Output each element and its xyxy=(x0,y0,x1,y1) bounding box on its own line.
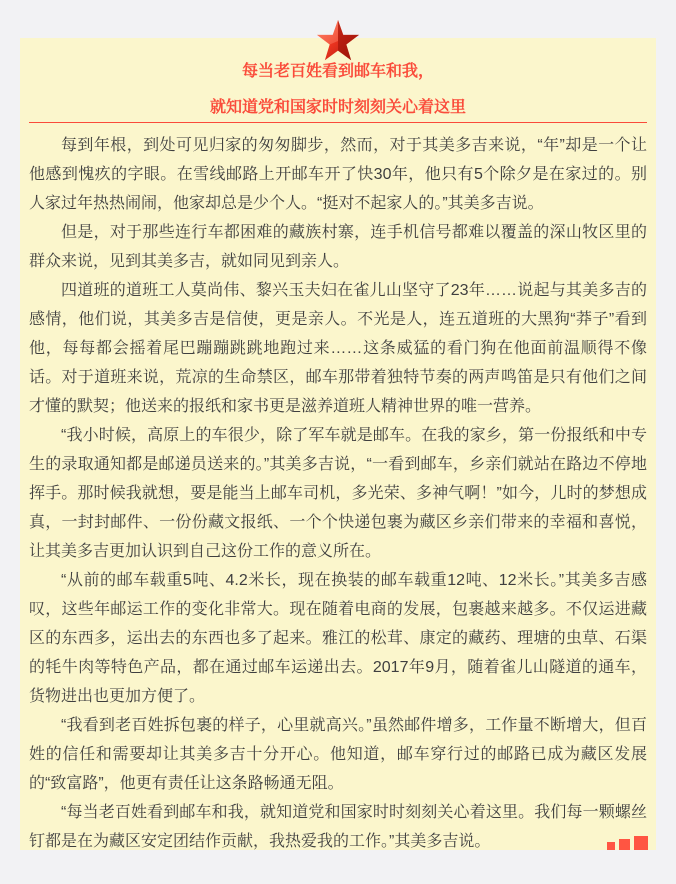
headline-line-1: 每当老百姓看到邮车和我， xyxy=(241,63,434,80)
article-body xyxy=(29,131,647,856)
article-panel xyxy=(20,38,656,850)
paragraph: “我看到老百姓拆包裹的样子，心里就高兴。”虽然邮件增多，工作量不断增大，但百姓的信任和需要却让其美多吉十分开心。他知道，邮车穿行过的邮路已成为藏区发展的“致富路”，他更有责任让这条路畅通无阻。 xyxy=(29,717,647,792)
paragraph: 每到年根，到处可见归家的匆匆脚步，然而，对于其美多吉来说，“年”却是一个让他感到愧疚的字眼。在雪线邮路上开邮车开了快30年，他只有5个除夕是在家过的。别人家过年热热闹闹，他家却总是少个人。“挺对不起家人的。”其美多吉说。 xyxy=(29,137,647,212)
corner-decoration xyxy=(607,836,648,850)
paragraph: 但是，对于那些连行车都困难的藏族村寨，连手机信号都难以覆盖的深山牧区里的群众来说，见到其美多吉，就如同见到亲人。 xyxy=(29,224,647,270)
headline-line-2: 就知道党和国家时时刻刻关心着这里 xyxy=(209,99,466,116)
headline xyxy=(20,54,656,126)
paragraph: 四道班的道班工人莫尚伟、黎兴玉夫妇在雀儿山坚守了23年……说起与其美多吉的感情，他们说，其美多吉是信使，更是亲人。不光是人，连五道班的大黑狗“莽子”看到他，每每都会摇着尾巴蹦蹦跳跳地跑过来……这条威猛的看门狗在他面前温顺得不像话。对于道班来说，荒凉的生命禁区，邮车那带着独特节奏的两声鸣笛是只有他们之间才懂的默契；他送来的报纸和家书更是滋养道班人精神世界的唯一营养。 xyxy=(29,282,647,415)
red-square-small-icon xyxy=(607,842,615,850)
red-square-medium-icon xyxy=(619,839,630,850)
paragraph: “我小时候，高原上的车很少，除了军车就是邮车。在我的家乡，第一份报纸和中专生的录取通知都是邮递员送来的。”其美多吉说，“一看到邮车，乡亲们就站在路边不停地挥手。那时候我就想，要是能当上邮车司机，多光荣、多神气啊！”如今，儿时的梦想成真，一封封邮件、一份份藏文报纸、一个个快递包裹为藏区乡亲们带来的幸福和喜悦，让其美多吉更加认识到自己这份工作的意义所在。 xyxy=(29,427,647,560)
red-square-large-icon xyxy=(634,836,648,850)
paragraph: “每当老百姓看到邮车和我，就知道党和国家时时刻刻关心着这里。我们每一颗螺丝钉都是在为藏区安定团结作贡献，我热爱我的工作。”其美多吉说。 xyxy=(29,804,647,850)
paragraph: “从前的邮车载重5吨、4.2米长，现在换装的邮车载重12吨、12米长。”其美多吉感叹，这些年邮运工作的变化非常大。现在随着电商的发展，包裹越来越多。不仅运进藏区的东西多，运出去的东西也多了起来。雅江的松茸、康定的藏药、理塘的虫草、石渠的牦牛肉等特色产品，都在通过邮车运递出去。2017年9月，随着雀儿山隧道的通车，货物进出也更加方便了。 xyxy=(29,572,647,705)
red-star-icon xyxy=(316,20,360,62)
red-divider-line xyxy=(29,122,647,123)
